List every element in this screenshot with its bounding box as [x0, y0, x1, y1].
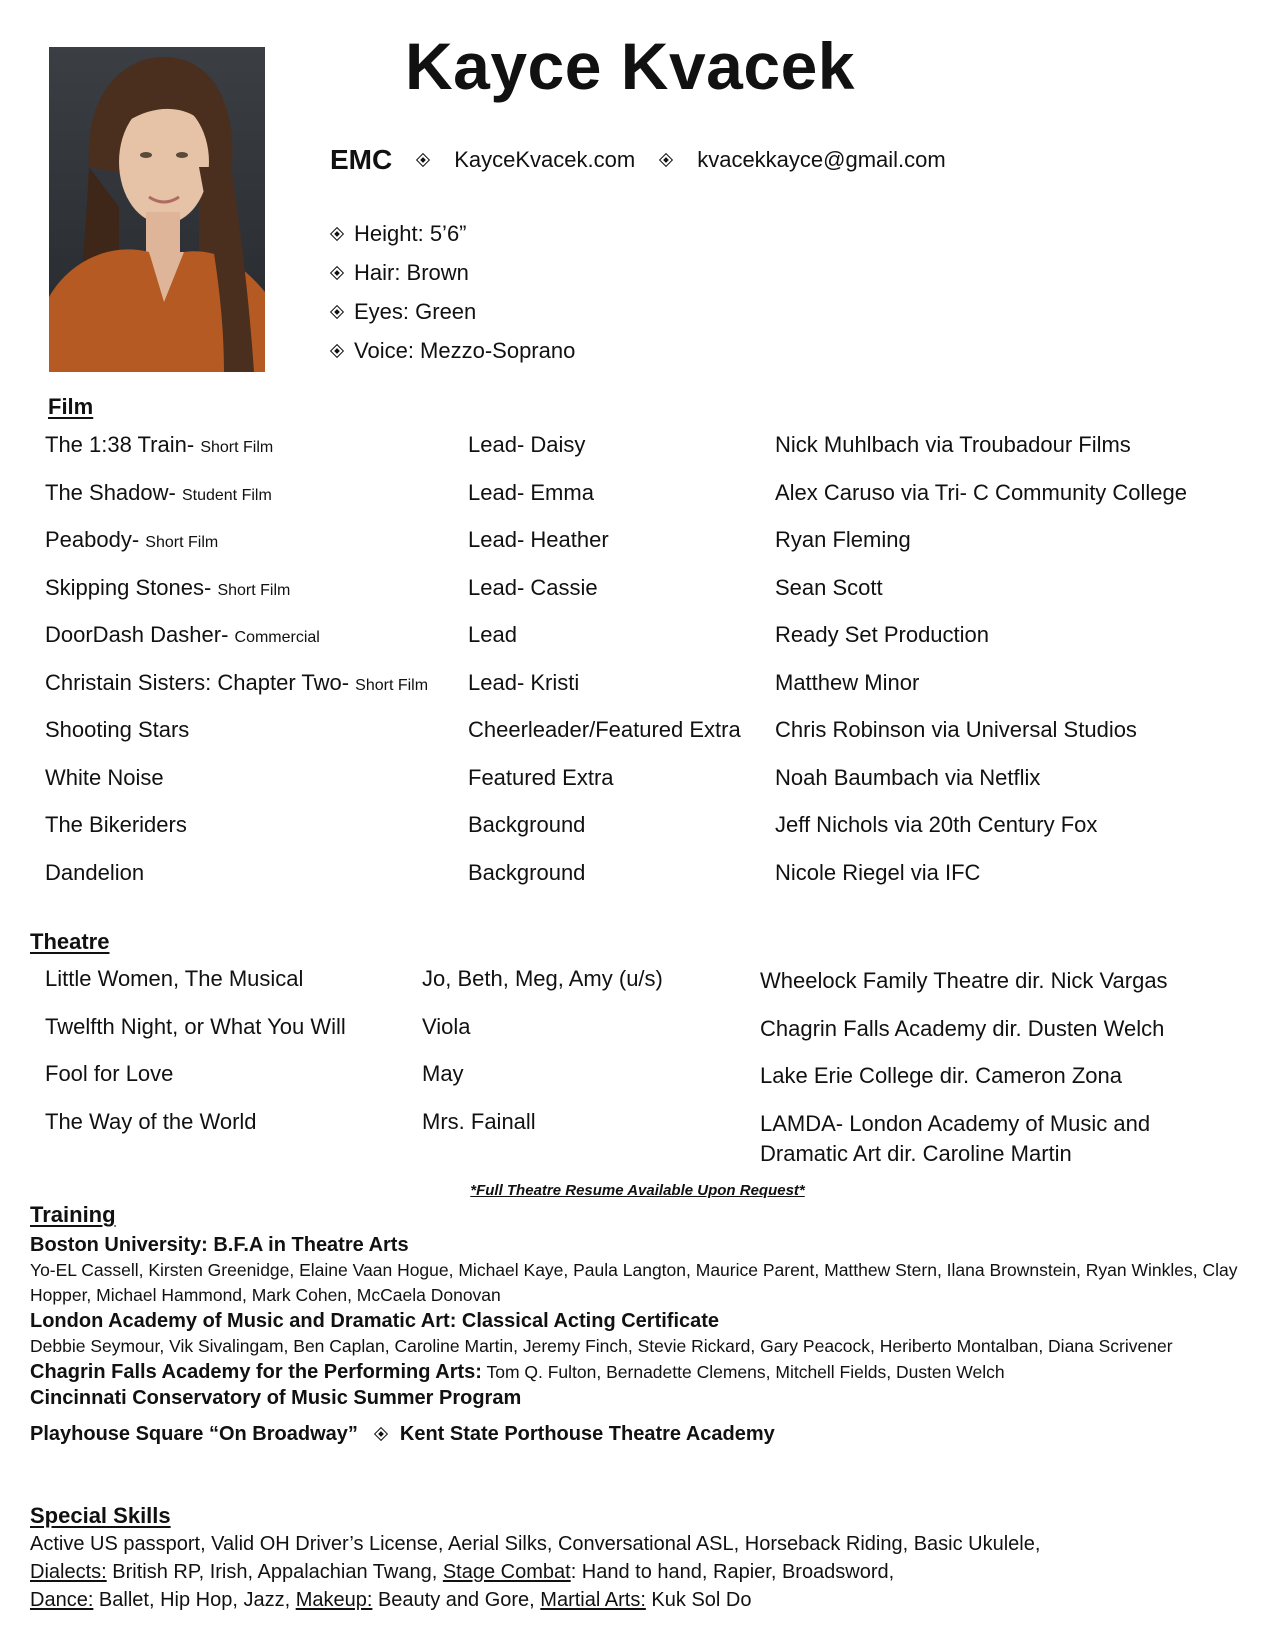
film-credit-row — [45, 476, 1245, 524]
training-extra-row — [30, 1421, 1245, 1447]
training-teachers: Yo-EL Cassell, Kirsten Greenidge, Elaine Vaan Hogue, Michael Kaye, Paula Langton, Maurice Parent, Matthew Stern, Ilana Brownstein, Ryan Winkles, Clay Hopper, Michael Hammond, Mark Cohen, McCaela Donovan — [30, 1260, 1238, 1305]
skills-line: Active US passport, Valid OH Driver’s License, Aerial Silks, Conversational ASL, Horseback Riding, Basic Ukulele, — [30, 1533, 1041, 1555]
film-credit-row — [45, 808, 1245, 856]
training-school-row — [30, 1359, 1245, 1385]
film-project: The Bikeriders — [45, 812, 187, 837]
dialects-label: Dialects: — [30, 1561, 107, 1583]
film-role: Lead- Emma — [468, 479, 594, 505]
film-credit-row — [45, 856, 1245, 904]
film-role: Lead- Heather — [468, 527, 609, 552]
theatre-credit-row — [45, 1057, 1245, 1105]
diamond-bullet-icon — [330, 265, 344, 279]
diamond-bullet-icon — [330, 304, 344, 318]
theatre-project: Little Women, The Musical — [45, 966, 304, 991]
skills-section-title: Special Skills — [30, 1503, 171, 1528]
project-type: Commercial — [234, 629, 320, 646]
theatre-section-title: Theatre — [30, 929, 110, 954]
project-type: Student Film — [181, 486, 272, 504]
theatre-project: Twelfth Night, or What You Will — [45, 1013, 346, 1039]
film-role: Lead- Cassie — [468, 574, 598, 600]
diamond-bullet-icon — [330, 343, 344, 357]
project-title: Skipping Stones- — [45, 574, 218, 600]
theatre-role: Mrs. Fainall — [422, 1108, 536, 1134]
theatre-project: Fool for Love — [45, 1061, 174, 1086]
film-project: Dandelion — [45, 859, 145, 885]
theatre-venue: Chagrin Falls Academy dir. Dusten Welch — [760, 1015, 1165, 1041]
project-type: Short Film — [217, 581, 291, 599]
training-program: Kent State Porthouse Theatre Academy — [399, 1423, 775, 1445]
union-status: EMC — [330, 144, 393, 175]
film-project: White Noise — [45, 764, 164, 790]
stat-item — [330, 331, 575, 370]
training-school: Cincinnati Conservatory of Music Summer Program — [30, 1387, 522, 1409]
training-section — [30, 1232, 1245, 1447]
full-resume-note: *Full Theatre Resume Available Upon Request* — [470, 1182, 805, 1199]
film-credit-row — [45, 666, 1245, 714]
stage-combat-label: Stage Combat — [442, 1561, 571, 1583]
training-program: Playhouse Square “On Broadway” — [30, 1423, 358, 1445]
film-director: Chris Robinson via Universal Studios — [775, 717, 1137, 742]
diamond-bullet-icon — [416, 153, 430, 167]
film-project — [45, 432, 273, 458]
film-role: Background — [468, 859, 586, 885]
theatre-credits-table — [45, 962, 1245, 1166]
film-director: Ryan Fleming — [775, 527, 911, 552]
skills-line — [30, 1586, 1245, 1614]
film-credit-row — [45, 761, 1245, 809]
film-credit-row — [45, 713, 1245, 761]
film-director: Alex Caruso via Tri- C Community College — [775, 479, 1188, 505]
makeup-list: Beauty and Gore, — [372, 1589, 541, 1611]
film-project: Shooting Stars — [45, 717, 190, 742]
theatre-credit-row — [45, 1010, 1245, 1058]
film-credits-table — [45, 428, 1245, 903]
project-title: The Shadow- — [45, 479, 182, 505]
dialects-list: British RP, Irish, Appalachian Twang, — [106, 1561, 443, 1583]
stat-item — [330, 214, 575, 253]
film-role: Background — [468, 812, 586, 837]
project-title: Peabody- — [45, 527, 146, 552]
stat-item — [330, 292, 575, 331]
project-type: Short Film — [355, 676, 429, 694]
training-section-title: Training — [30, 1202, 116, 1227]
training-school: Chagrin Falls Academy for the Performing Arts: — [30, 1361, 482, 1383]
project-title: Christain Sisters: Chapter Two- — [45, 669, 356, 695]
project-type: Short Film — [200, 439, 274, 456]
film-project — [45, 527, 218, 553]
stat-item — [330, 253, 575, 292]
theatre-venue: Wheelock Family Theatre dir. Nick Vargas — [760, 968, 1168, 993]
film-director: Noah Baumbach via Netflix — [775, 764, 1041, 790]
film-credit-row — [45, 523, 1245, 571]
film-project — [45, 622, 320, 648]
film-project — [45, 575, 290, 601]
stage-combat-list: : Hand to hand, Rapier, Broadsword, — [570, 1561, 895, 1583]
training-school: London Academy of Music and Dramatic Art: Classical Acting Certificate — [30, 1310, 720, 1332]
stat-hair: Hair: Brown — [354, 259, 469, 285]
film-director: Matthew Minor — [775, 669, 920, 695]
training-school: Boston University: B.F.A in Theatre Arts — [30, 1234, 409, 1256]
actor-name: Kayce Kvacek — [404, 29, 856, 103]
contact-line — [330, 140, 946, 180]
theatre-venue: LAMDA- London Academy of Music and Dramatic Art dir. Caroline Martin — [760, 1110, 1151, 1166]
headshot-photo — [49, 47, 265, 372]
film-role: Lead- Kristi — [468, 669, 580, 695]
film-project — [45, 670, 428, 696]
project-type: Short Film — [145, 534, 219, 551]
physical-stats-list — [330, 214, 575, 370]
training-teachers: Debbie Seymour, Vik Sivalingam, Ben Caplan, Caroline Martin, Jeremy Finch, Stevie Rickard, Gary Peacock, Heriberto Montalban, Diana Scrivener — [30, 1336, 1173, 1356]
skills-section — [30, 1530, 1245, 1614]
theatre-credit-row — [45, 1105, 1245, 1166]
project-title: The 1:38 Train- — [45, 432, 201, 457]
film-credit-row — [45, 618, 1245, 666]
diamond-bullet-icon — [659, 153, 673, 167]
diamond-bullet-icon — [374, 1427, 388, 1441]
makeup-label: Makeup: — [295, 1589, 373, 1611]
film-role: Lead — [468, 622, 517, 647]
film-director: Jeff Nichols via 20th Century Fox — [775, 812, 1098, 837]
film-role: Featured Extra — [468, 764, 614, 790]
film-credit-row — [45, 571, 1245, 619]
dance-list: Ballet, Hip Hop, Jazz, — [93, 1589, 296, 1611]
film-role: Cheerleader/Featured Extra — [468, 717, 741, 742]
skills-line — [30, 1558, 1245, 1586]
website-link[interactable]: KayceKvacek.com — [454, 147, 636, 172]
dance-label: Dance: — [30, 1589, 94, 1611]
martial-arts-list: Kuk Sol Do — [645, 1589, 752, 1611]
stat-height: Height: 5’6” — [354, 220, 467, 246]
martial-arts-label: Martial Arts: — [540, 1589, 646, 1611]
film-section-title: Film — [48, 394, 94, 419]
film-director: Nick Muhlbach via Troubadour Films — [775, 432, 1131, 457]
theatre-venue: Lake Erie College dir. Cameron Zona — [760, 1063, 1122, 1088]
film-role: Lead- Daisy — [468, 432, 586, 457]
theatre-project: The Way of the World — [45, 1108, 257, 1134]
training-teachers: Tom Q. Fulton, Bernadette Clemens, Mitchell Fields, Dusten Welch — [481, 1362, 1005, 1382]
theatre-role: Jo, Beth, Meg, Amy (u/s) — [422, 966, 663, 991]
theatre-credit-row — [45, 962, 1245, 1010]
film-credit-row — [45, 428, 1245, 476]
project-title: DoorDash Dasher- — [45, 622, 235, 647]
film-director: Sean Scott — [775, 574, 883, 600]
film-project — [45, 480, 272, 506]
email-link[interactable]: kvacekkayce@gmail.com — [697, 147, 946, 172]
stat-eyes: Eyes: Green — [354, 298, 477, 324]
film-director: Ready Set Production — [775, 622, 990, 647]
theatre-role: May — [422, 1061, 464, 1086]
diamond-bullet-icon — [330, 226, 344, 240]
stat-voice: Voice: Mezzo-Soprano — [354, 337, 576, 363]
theatre-role: Viola — [422, 1013, 471, 1039]
film-director: Nicole Riegel via IFC — [775, 859, 981, 885]
